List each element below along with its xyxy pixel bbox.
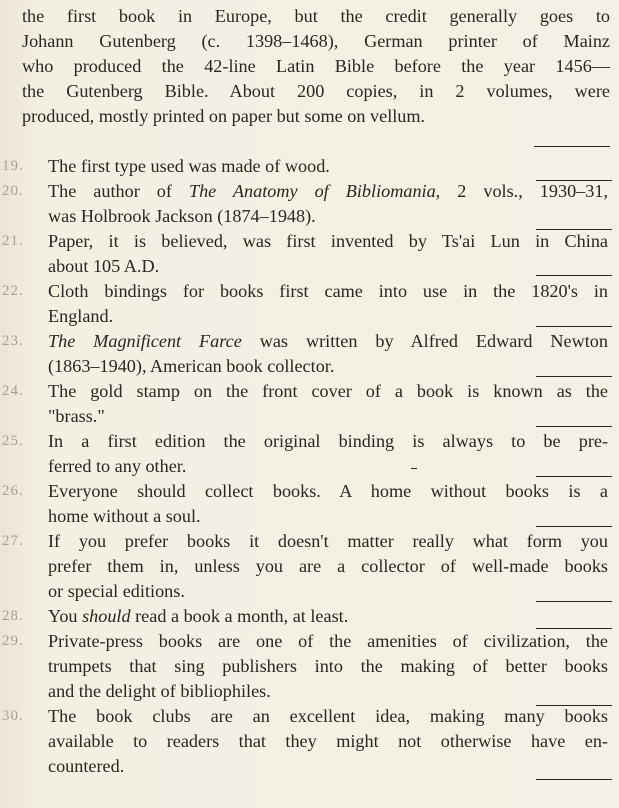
quiz-item	[0, 154, 608, 179]
answer-blank[interactable]	[536, 275, 612, 276]
intro-line: the first book in Europe, but the credit generally goes to	[22, 6, 610, 26]
item-text: read a book a month, at least.	[130, 606, 349, 626]
quiz-item	[0, 429, 608, 479]
item-line: "brass."	[48, 406, 105, 426]
quiz-items	[0, 154, 619, 779]
item-text: You	[48, 606, 83, 626]
item-line: available to readers that they might not otherwise have en-	[48, 731, 608, 751]
item-line: England.	[48, 306, 114, 326]
answer-blank[interactable]	[536, 326, 612, 327]
item-title-italic: The Anatomy of Bibliomania,	[188, 181, 441, 201]
item-text: The author of	[48, 181, 189, 201]
intro-line: Johann Gutenberg (c. 1398–1468), German printer of Mainz	[22, 31, 610, 51]
item-number: 23.	[2, 333, 24, 349]
answer-blank[interactable]	[536, 376, 612, 377]
item-line: countered.	[48, 756, 125, 776]
item-line: If you prefer books it doesn't matter really what form you	[48, 531, 608, 551]
answer-blank[interactable]	[536, 526, 612, 527]
intro-paragraph	[22, 4, 610, 129]
item-line: home without a soul.	[48, 506, 201, 526]
quiz-item	[0, 529, 608, 604]
intro-line: who produced the 42-line Latin Bible before the year 1456—	[22, 56, 610, 76]
item-number: 24.	[2, 383, 24, 399]
item-line: The book clubs are an excellent idea, making many books	[48, 706, 608, 726]
item-line: The gold stamp on the front cover of a book is known as the	[48, 381, 608, 401]
item-number: 28.	[2, 608, 24, 624]
item-number: 21.	[2, 233, 24, 249]
stray-dash-mark	[411, 468, 417, 469]
intro-line: the Gutenberg Bible. About 200 copies, in 2 volumes, were	[22, 81, 610, 101]
answer-blank[interactable]	[536, 476, 612, 477]
item-number: 27.	[2, 533, 24, 549]
answer-blank[interactable]	[536, 229, 612, 230]
item-number: 22.	[2, 283, 24, 299]
item-line: Private-press books are one of the amenities of civilization, the	[48, 631, 608, 651]
quiz-item	[0, 379, 608, 429]
item-line	[48, 179, 608, 204]
item-line	[48, 604, 608, 629]
item-number: 30.	[2, 708, 24, 724]
item-number: 19.	[2, 158, 24, 174]
item-number: 20.	[2, 183, 24, 199]
item-text: was written by Alfred Edward Newton	[241, 331, 608, 351]
intro-line: produced, mostly printed on paper but some on vellum.	[22, 106, 426, 126]
answer-blank[interactable]	[534, 146, 610, 147]
item-line: and the delight of bibliophiles.	[48, 681, 271, 701]
quiz-item	[0, 479, 608, 529]
item-line	[48, 329, 608, 354]
item-line: In a first edition the original binding is always to be pre-	[48, 431, 608, 451]
item-line: Cloth bindings for books first came into use in the 1820's in	[48, 281, 608, 301]
item-number: 26.	[2, 483, 24, 499]
quiz-item	[0, 179, 608, 229]
item-text: 2 vols., 1930–31,	[440, 181, 608, 201]
item-line: prefer them in, unless you are a collector of well-made books	[48, 556, 608, 576]
item-emphasis: should	[82, 606, 131, 626]
item-title-italic: The Magnificent Farce	[48, 331, 242, 351]
answer-blank[interactable]	[536, 779, 612, 780]
quiz-item	[0, 629, 608, 704]
item-line: ferred to any other.	[48, 456, 187, 476]
quiz-item	[0, 604, 608, 629]
item-line: about 105 A.D.	[48, 256, 160, 276]
quiz-item	[0, 229, 608, 279]
answer-blank[interactable]	[536, 601, 612, 602]
item-line: or special editions.	[48, 581, 185, 601]
item-line: Everyone should collect books. A home without books is a	[48, 481, 608, 501]
item-line: was Holbrook Jackson (1874–1948).	[48, 206, 316, 226]
quiz-item	[0, 329, 608, 379]
answer-blank[interactable]	[536, 426, 612, 427]
quiz-item	[0, 704, 608, 779]
item-number: 25.	[2, 433, 24, 449]
item-line: trumpets that sing publishers into the making of better books	[48, 656, 608, 676]
answer-blank[interactable]	[536, 628, 612, 629]
item-line: Paper, it is believed, was first invented by Ts'ai Lun in China	[48, 231, 608, 251]
quiz-item	[0, 279, 608, 329]
item-line: (1863–1940), American book collector.	[48, 356, 335, 376]
item-number: 29.	[2, 633, 24, 649]
item-line: The first type used was made of wood.	[48, 156, 330, 176]
answer-blank[interactable]	[536, 705, 612, 706]
answer-blank[interactable]	[536, 180, 612, 181]
